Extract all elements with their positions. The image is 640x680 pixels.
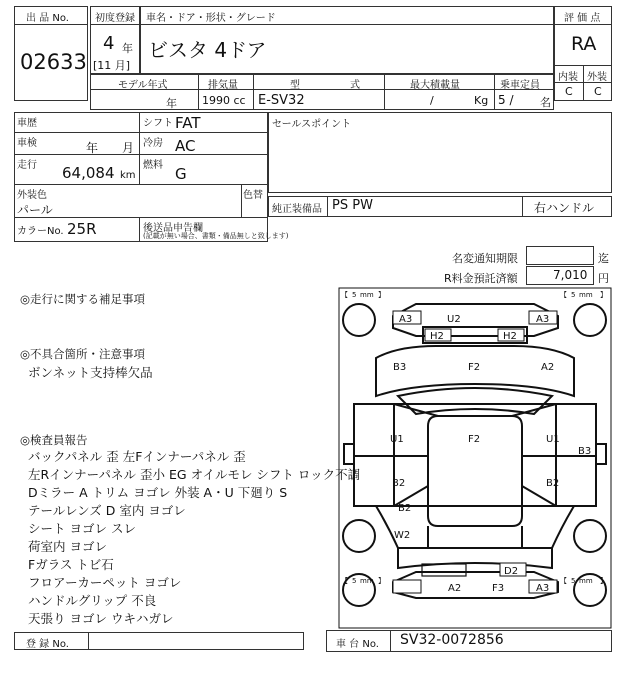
car-name: ビスタ 4ドア bbox=[148, 38, 267, 62]
svg-text:5: 5 bbox=[352, 577, 357, 585]
mark-a2-top: A2 bbox=[541, 362, 555, 373]
sales-point-label: セールスポイント bbox=[272, 119, 352, 130]
driving-notes-heading: ◎走行に関する補足事項 bbox=[20, 292, 146, 306]
svg-text:】: 】 bbox=[600, 291, 607, 299]
defect-notes-heading: ◎不具合箇所・注意事項 bbox=[20, 347, 146, 361]
inspection-year-unit: 年 bbox=[86, 141, 99, 155]
recycle-fee-value: 7,010 bbox=[553, 268, 588, 282]
capacity-value: 5 / bbox=[498, 93, 514, 107]
mark-b2-right: B2 bbox=[546, 478, 560, 489]
exterior-grade: C bbox=[594, 85, 602, 98]
svg-text:mm: mm bbox=[579, 577, 593, 585]
chassis-label: 車 台 No. bbox=[336, 639, 379, 650]
mark-a2-front: A2 bbox=[448, 583, 462, 594]
history-label: 車歴 bbox=[17, 118, 37, 129]
lot-number: 02633 bbox=[20, 50, 87, 74]
mark-a3-rear-left: A3 bbox=[399, 314, 413, 325]
capacity-label: 乗車定員 bbox=[500, 80, 540, 91]
type-value: E-SV32 bbox=[258, 93, 305, 108]
shift-label: シフト bbox=[143, 118, 173, 129]
inspector-line: フロアーカーペット ヨゴレ bbox=[28, 575, 182, 590]
type-label-2: 式 bbox=[350, 80, 360, 91]
mark-u2: U2 bbox=[447, 314, 461, 325]
score-label: 評 価 点 bbox=[564, 13, 601, 24]
svg-text:【: 【 bbox=[341, 291, 348, 299]
mark-f3: F3 bbox=[492, 583, 505, 594]
mark-a3-rear-right: A3 bbox=[536, 314, 550, 325]
chassis-number: SV32-0072856 bbox=[400, 632, 504, 648]
mark-u1-left: U1 bbox=[390, 434, 404, 445]
mileage-value: 64,084 bbox=[62, 164, 115, 182]
rename-deadline-label: 名変通知期限 bbox=[452, 252, 518, 265]
mileage-label: 走行 bbox=[17, 160, 37, 171]
svg-text:【: 【 bbox=[341, 577, 348, 585]
ext-color-label: 外装色 bbox=[17, 190, 47, 201]
svg-text:mm: mm bbox=[579, 291, 593, 299]
mark-b2-left-front: B2 bbox=[398, 503, 412, 514]
mark-b3-top: B3 bbox=[393, 362, 407, 373]
mark-a3-front: A3 bbox=[536, 583, 550, 594]
svg-text:【: 【 bbox=[560, 577, 567, 585]
inspector-line: Dミラー A トリム ヨゴレ 外装 A・U 下廻り S bbox=[28, 485, 288, 500]
inspector-line: Fガラス トビ石 bbox=[28, 557, 114, 572]
mark-f2-trunk: F2 bbox=[468, 362, 481, 373]
exterior-label: 外装 bbox=[587, 72, 607, 83]
ext-color-value: パール bbox=[17, 203, 53, 217]
equipment-value: PS PW bbox=[332, 198, 373, 213]
tire-depth-label: 5 bbox=[352, 291, 357, 299]
inspector-line: 荷室内 ヨゴレ bbox=[28, 539, 107, 554]
max-load-label: 最大積載量 bbox=[410, 80, 460, 91]
shift-value: FAT bbox=[175, 114, 201, 132]
type-label: 型 bbox=[290, 80, 300, 91]
svg-text:mm: mm bbox=[360, 577, 374, 585]
capacity-unit: 名 bbox=[540, 96, 551, 109]
svg-text:【: 【 bbox=[560, 291, 567, 299]
lot-label: 出 品 No. bbox=[26, 13, 69, 24]
car-damage-diagram bbox=[338, 286, 612, 632]
mark-h2-left: H2 bbox=[430, 331, 444, 342]
model-year-label: モデル年式 bbox=[118, 80, 168, 91]
displacement-label: 排気量 bbox=[208, 80, 238, 91]
mark-d2: D2 bbox=[504, 566, 519, 577]
recycle-fee-label: R料金預託済額 bbox=[444, 272, 518, 285]
max-load-unit: Kg bbox=[474, 94, 489, 107]
svg-text:5: 5 bbox=[571, 577, 576, 585]
model-year-unit: 年 bbox=[166, 97, 177, 110]
mark-b2-left: B2 bbox=[392, 478, 406, 489]
ac-value: AC bbox=[175, 137, 196, 155]
interior-label: 内装 bbox=[558, 72, 578, 83]
color-no-label: カラーNo. bbox=[17, 226, 64, 237]
mark-h2-right: H2 bbox=[503, 331, 517, 342]
inspection-label: 車検 bbox=[17, 138, 37, 149]
max-load-value: / bbox=[430, 94, 434, 107]
inspector-line: バックパネル 歪 左Fインナーパネル 歪 bbox=[28, 449, 246, 464]
svg-text:】: 】 bbox=[600, 577, 607, 585]
first-reg-label: 初度登録 bbox=[95, 13, 135, 24]
inspector-line: シート ヨゴレ スレ bbox=[28, 521, 136, 536]
first-reg-year: 4 bbox=[103, 33, 115, 54]
equipment-label: 純正装備品 bbox=[272, 204, 322, 215]
defect-note-line: ボンネット支持棒欠品 bbox=[28, 365, 153, 380]
rename-deadline-box bbox=[526, 246, 594, 265]
displacement-value: 1990 cc bbox=[202, 94, 246, 107]
svg-text:】: 】 bbox=[378, 577, 385, 585]
mark-f2-roof: F2 bbox=[468, 434, 481, 445]
docs-label: 後送品申告欄 bbox=[143, 223, 203, 234]
inspector-line: 天張り ヨゴレ ウキハガレ bbox=[28, 611, 174, 626]
fuel-label: 燃料 bbox=[143, 160, 163, 171]
mark-b3-right: B3 bbox=[578, 446, 592, 457]
car-name-label: 車名・ドア・形状・グレード bbox=[146, 13, 276, 24]
inspector-line: ハンドルグリップ 不良 bbox=[28, 593, 157, 608]
score-value: RA bbox=[571, 33, 597, 55]
rename-deadline-unit: 迄 bbox=[598, 252, 609, 265]
inspector-line: テールレンズ D 室内 ヨゴレ bbox=[28, 503, 186, 518]
svg-text:】: 】 bbox=[378, 291, 385, 299]
inspector-heading: ◎検査員報告 bbox=[20, 433, 88, 447]
ac-label: 冷房 bbox=[143, 138, 163, 149]
mark-u1-right: U1 bbox=[546, 434, 560, 445]
handle-value: 右ハンドル bbox=[534, 201, 595, 215]
fuel-value: G bbox=[175, 165, 187, 183]
svg-text:mm: mm bbox=[360, 291, 374, 299]
mark-w2: W2 bbox=[394, 530, 411, 541]
color-change-label: 色替 bbox=[243, 190, 263, 201]
svg-text:5: 5 bbox=[571, 291, 576, 299]
inspector-line: 左Rインナーパネル 歪小 EG オイルモレ シフト ロック不調 bbox=[28, 467, 361, 482]
reg-no-label: 登 録 No. bbox=[26, 639, 69, 650]
color-no-value: 25R bbox=[67, 220, 97, 238]
damage-marks bbox=[390, 314, 591, 594]
first-reg-year-unit: 年 bbox=[122, 42, 133, 55]
inspection-month-unit: 月 bbox=[122, 141, 135, 155]
interior-grade: C bbox=[565, 85, 573, 98]
mileage-unit: km bbox=[120, 170, 136, 181]
docs-note: (記載が無い場合、書類・備品無しと致します) bbox=[143, 232, 289, 240]
recycle-fee-unit: 円 bbox=[598, 272, 609, 285]
first-reg-month: [11 月] bbox=[93, 59, 131, 72]
